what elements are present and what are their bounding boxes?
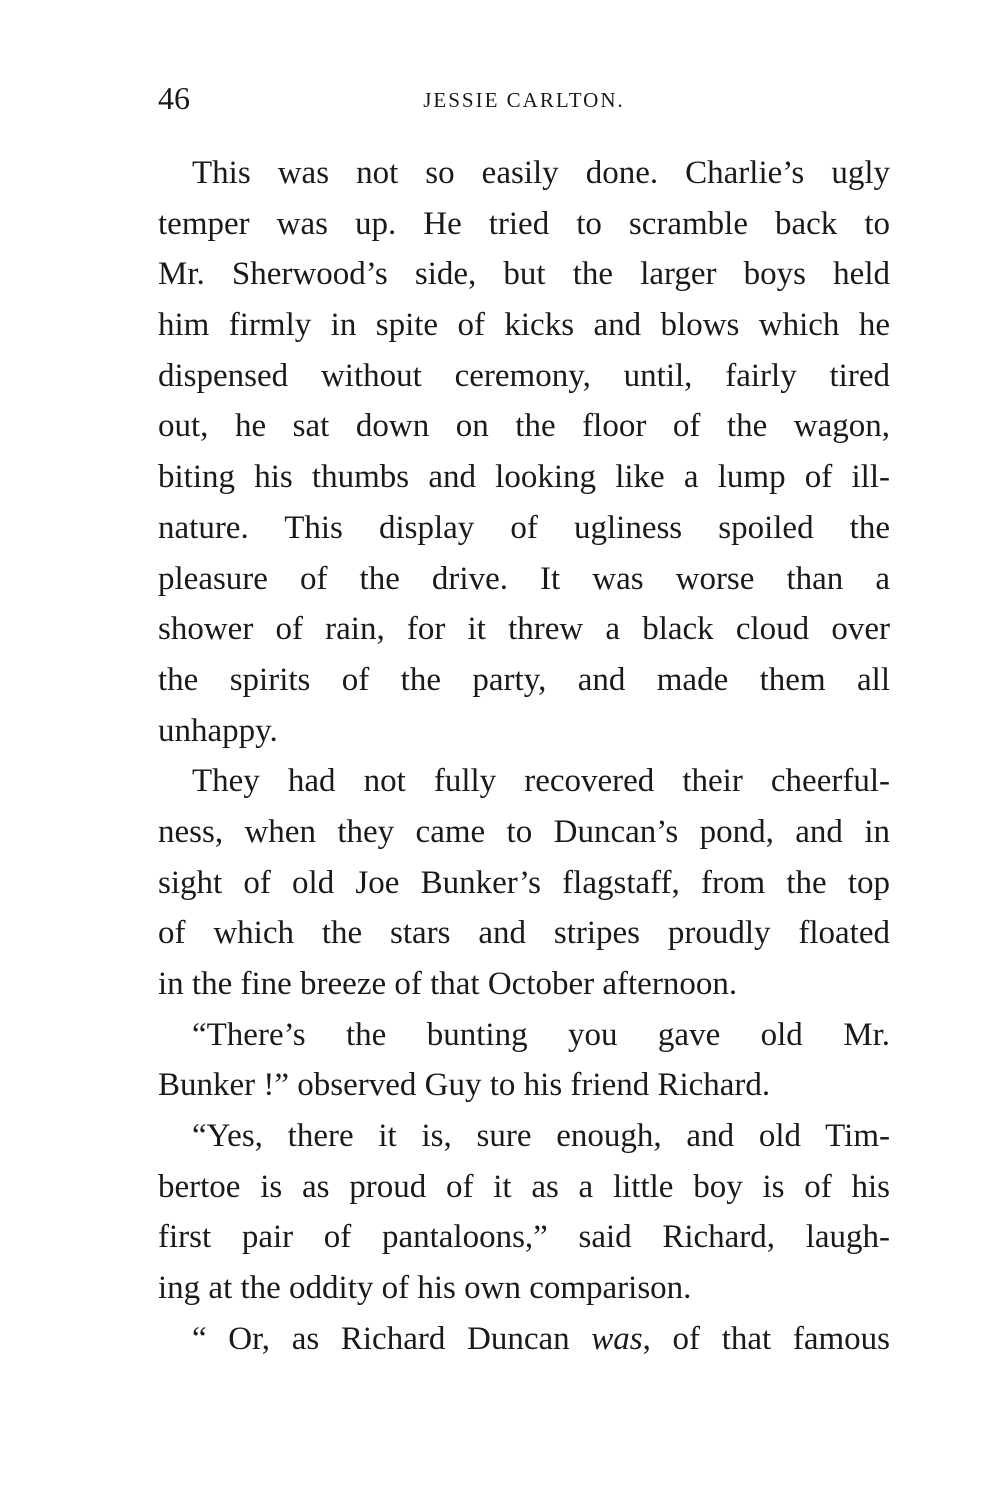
text-line: dispensed without ceremony, until, fairly tired — [158, 357, 890, 394]
text-line: temper was up. He tried to scramble back to — [158, 205, 890, 242]
text-line: him firmly in spite of kicks and blows which he — [158, 307, 890, 344]
paragraph-1 — [158, 148, 890, 756]
text-line: sight of old Joe Bunker’s flagstaff, from the top — [158, 864, 890, 901]
text-line: pleasure of the drive. It was worse than a — [158, 560, 890, 597]
paragraph-3 — [158, 1010, 890, 1111]
paragraph-5 — [158, 1314, 890, 1365]
paragraph-2 — [158, 756, 890, 1009]
text-line: Bunker !” observed Guy to his friend Richard. — [158, 1067, 771, 1104]
paragraph-4 — [158, 1111, 890, 1314]
italic-word: was — [591, 1320, 643, 1357]
text-line: out, he sat down on the floor of the wagon, — [158, 408, 890, 445]
text-run: “ Or, as Richard Duncan — [192, 1320, 592, 1357]
text-line: “Yes, there it is, sure enough, and old Tim- — [192, 1118, 890, 1155]
text-line: first pair of pantaloons,” said Richard, laugh- — [158, 1219, 890, 1256]
text-line: nature. This display of ugliness spoiled the — [158, 509, 890, 546]
text-line: unhappy. — [158, 712, 278, 749]
page-header — [158, 78, 890, 118]
text-line — [158, 1314, 890, 1365]
text-line: This was not so easily done. Charlie’s ugly — [192, 155, 890, 191]
text-line: in the fine breeze of that October afternoon. — [158, 966, 738, 1002]
text-line: shower of rain, for it threw a black cloud over — [158, 611, 890, 648]
text-line: the spirits of the party, and made them all — [158, 661, 890, 698]
text-line: “There’s the bunting you gave old Mr. — [192, 1016, 890, 1053]
page-number: 46 — [158, 80, 190, 116]
text-line: Mr. Sherwood’s side, but the larger boys held — [158, 256, 890, 293]
text-line: ing at the oddity of his own comparison. — [158, 1270, 692, 1307]
text-line: biting his thumbs and looking like a lump of ill- — [158, 459, 890, 496]
text-run: , of that famous — [642, 1320, 890, 1357]
text-line: ness, when they came to Duncan’s pond, and in — [158, 813, 890, 850]
text-line: They had not fully recovered their cheerful- — [192, 763, 890, 800]
body-text — [158, 148, 890, 1365]
text-line: bertoe is as proud of it as a little boy is of his — [158, 1168, 890, 1205]
text-line: of which the stars and stripes proudly floated — [158, 915, 890, 952]
running-title: JESSIE CARLTON. — [423, 88, 625, 112]
